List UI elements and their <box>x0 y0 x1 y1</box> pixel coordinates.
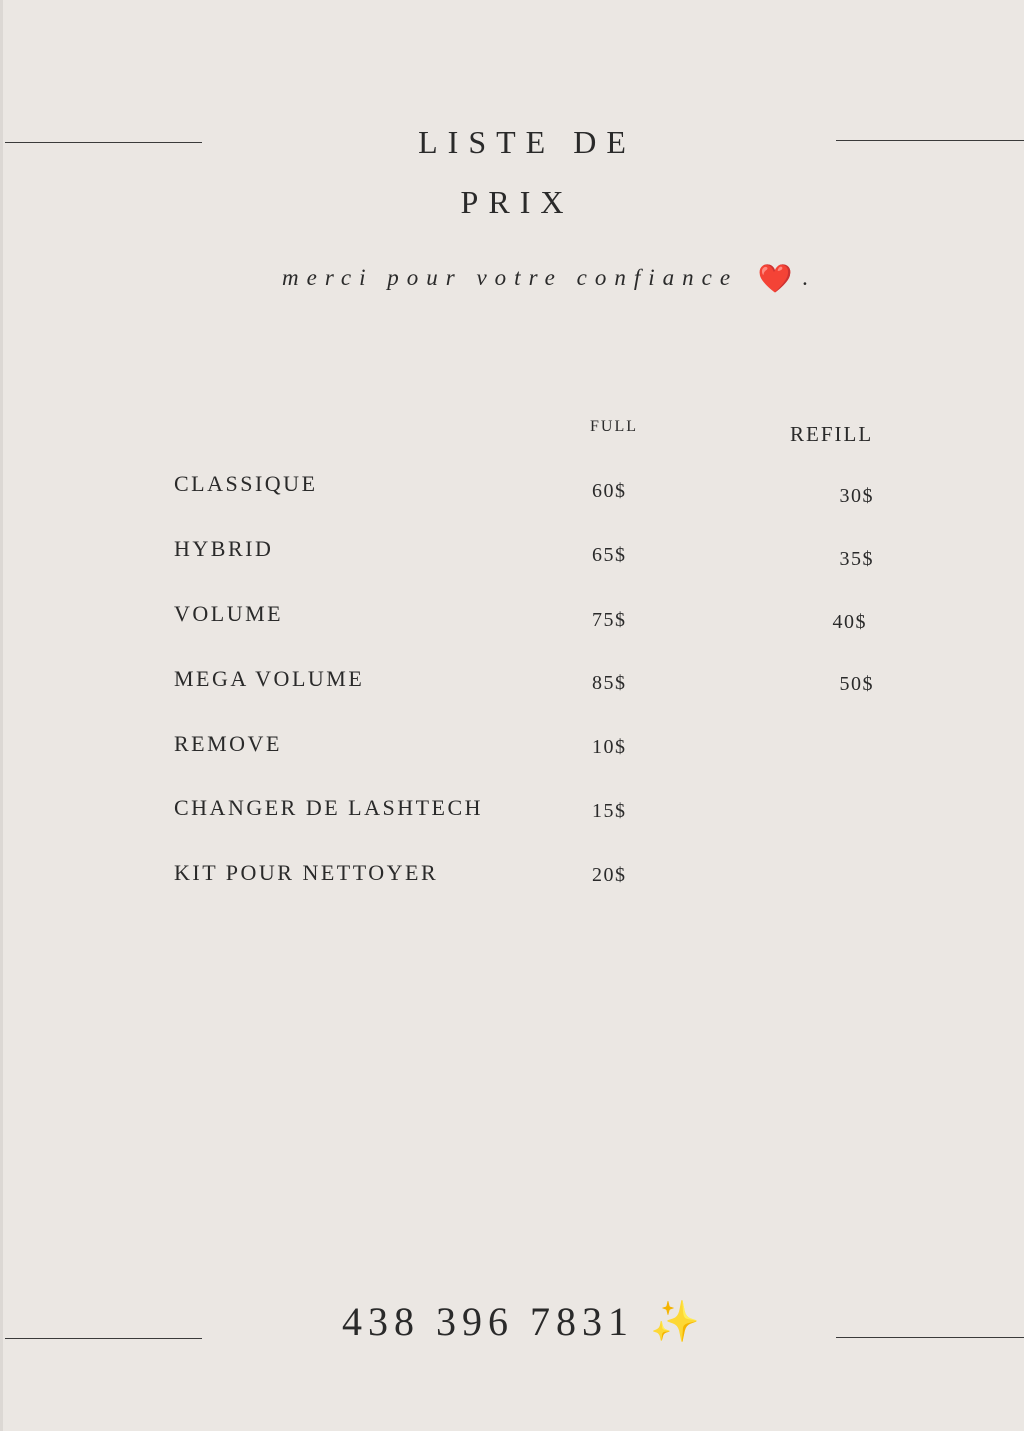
subtitle-end: . <box>802 265 817 290</box>
column-header-full: FULL <box>590 418 638 435</box>
price-refill-volume: 40$ <box>832 611 867 633</box>
service-name-mega-volume: MEGA VOLUME <box>174 666 365 691</box>
page-title-line-1: LISTE DE <box>418 124 636 160</box>
service-name-changer-de-lashtech: CHANGER DE LASHTECH <box>174 795 484 820</box>
sparkle-icon: ✨ <box>650 1299 700 1344</box>
price-full-kit-pour-nettoyer: 20$ <box>592 864 627 886</box>
page-title-line-2: PRIX <box>460 184 574 220</box>
divider-bottom-right <box>836 1337 1024 1338</box>
price-full-mega-volume: 85$ <box>592 672 627 694</box>
subtitle-text: merci pour votre confiance <box>282 265 739 290</box>
service-name-kit-pour-nettoyer: KIT POUR NETTOYER <box>174 860 439 885</box>
price-full-remove: 10$ <box>592 736 627 758</box>
price-refill-mega-volume: 50$ <box>839 673 874 695</box>
service-name-remove: REMOVE <box>174 731 282 756</box>
divider-bottom-left <box>5 1338 202 1339</box>
price-full-changer-de-lashtech: 15$ <box>592 800 627 822</box>
phone-number-text: 438 396 7831 <box>342 1299 634 1344</box>
price-full-hybrid: 65$ <box>592 544 627 566</box>
column-header-refill: REFILL <box>790 422 874 446</box>
price-full-volume: 75$ <box>592 609 627 631</box>
service-name-classique: CLASSIQUE <box>174 471 318 496</box>
price-refill-hybrid: 35$ <box>839 548 874 570</box>
price-full-classique: 60$ <box>592 480 627 502</box>
service-name-hybrid: HYBRID <box>174 536 274 561</box>
subtitle <box>282 262 816 296</box>
heart-icon: ❤️ <box>757 264 793 295</box>
service-name-volume: VOLUME <box>174 601 284 626</box>
phone-number <box>342 1298 700 1345</box>
price-refill-classique: 30$ <box>839 485 874 507</box>
